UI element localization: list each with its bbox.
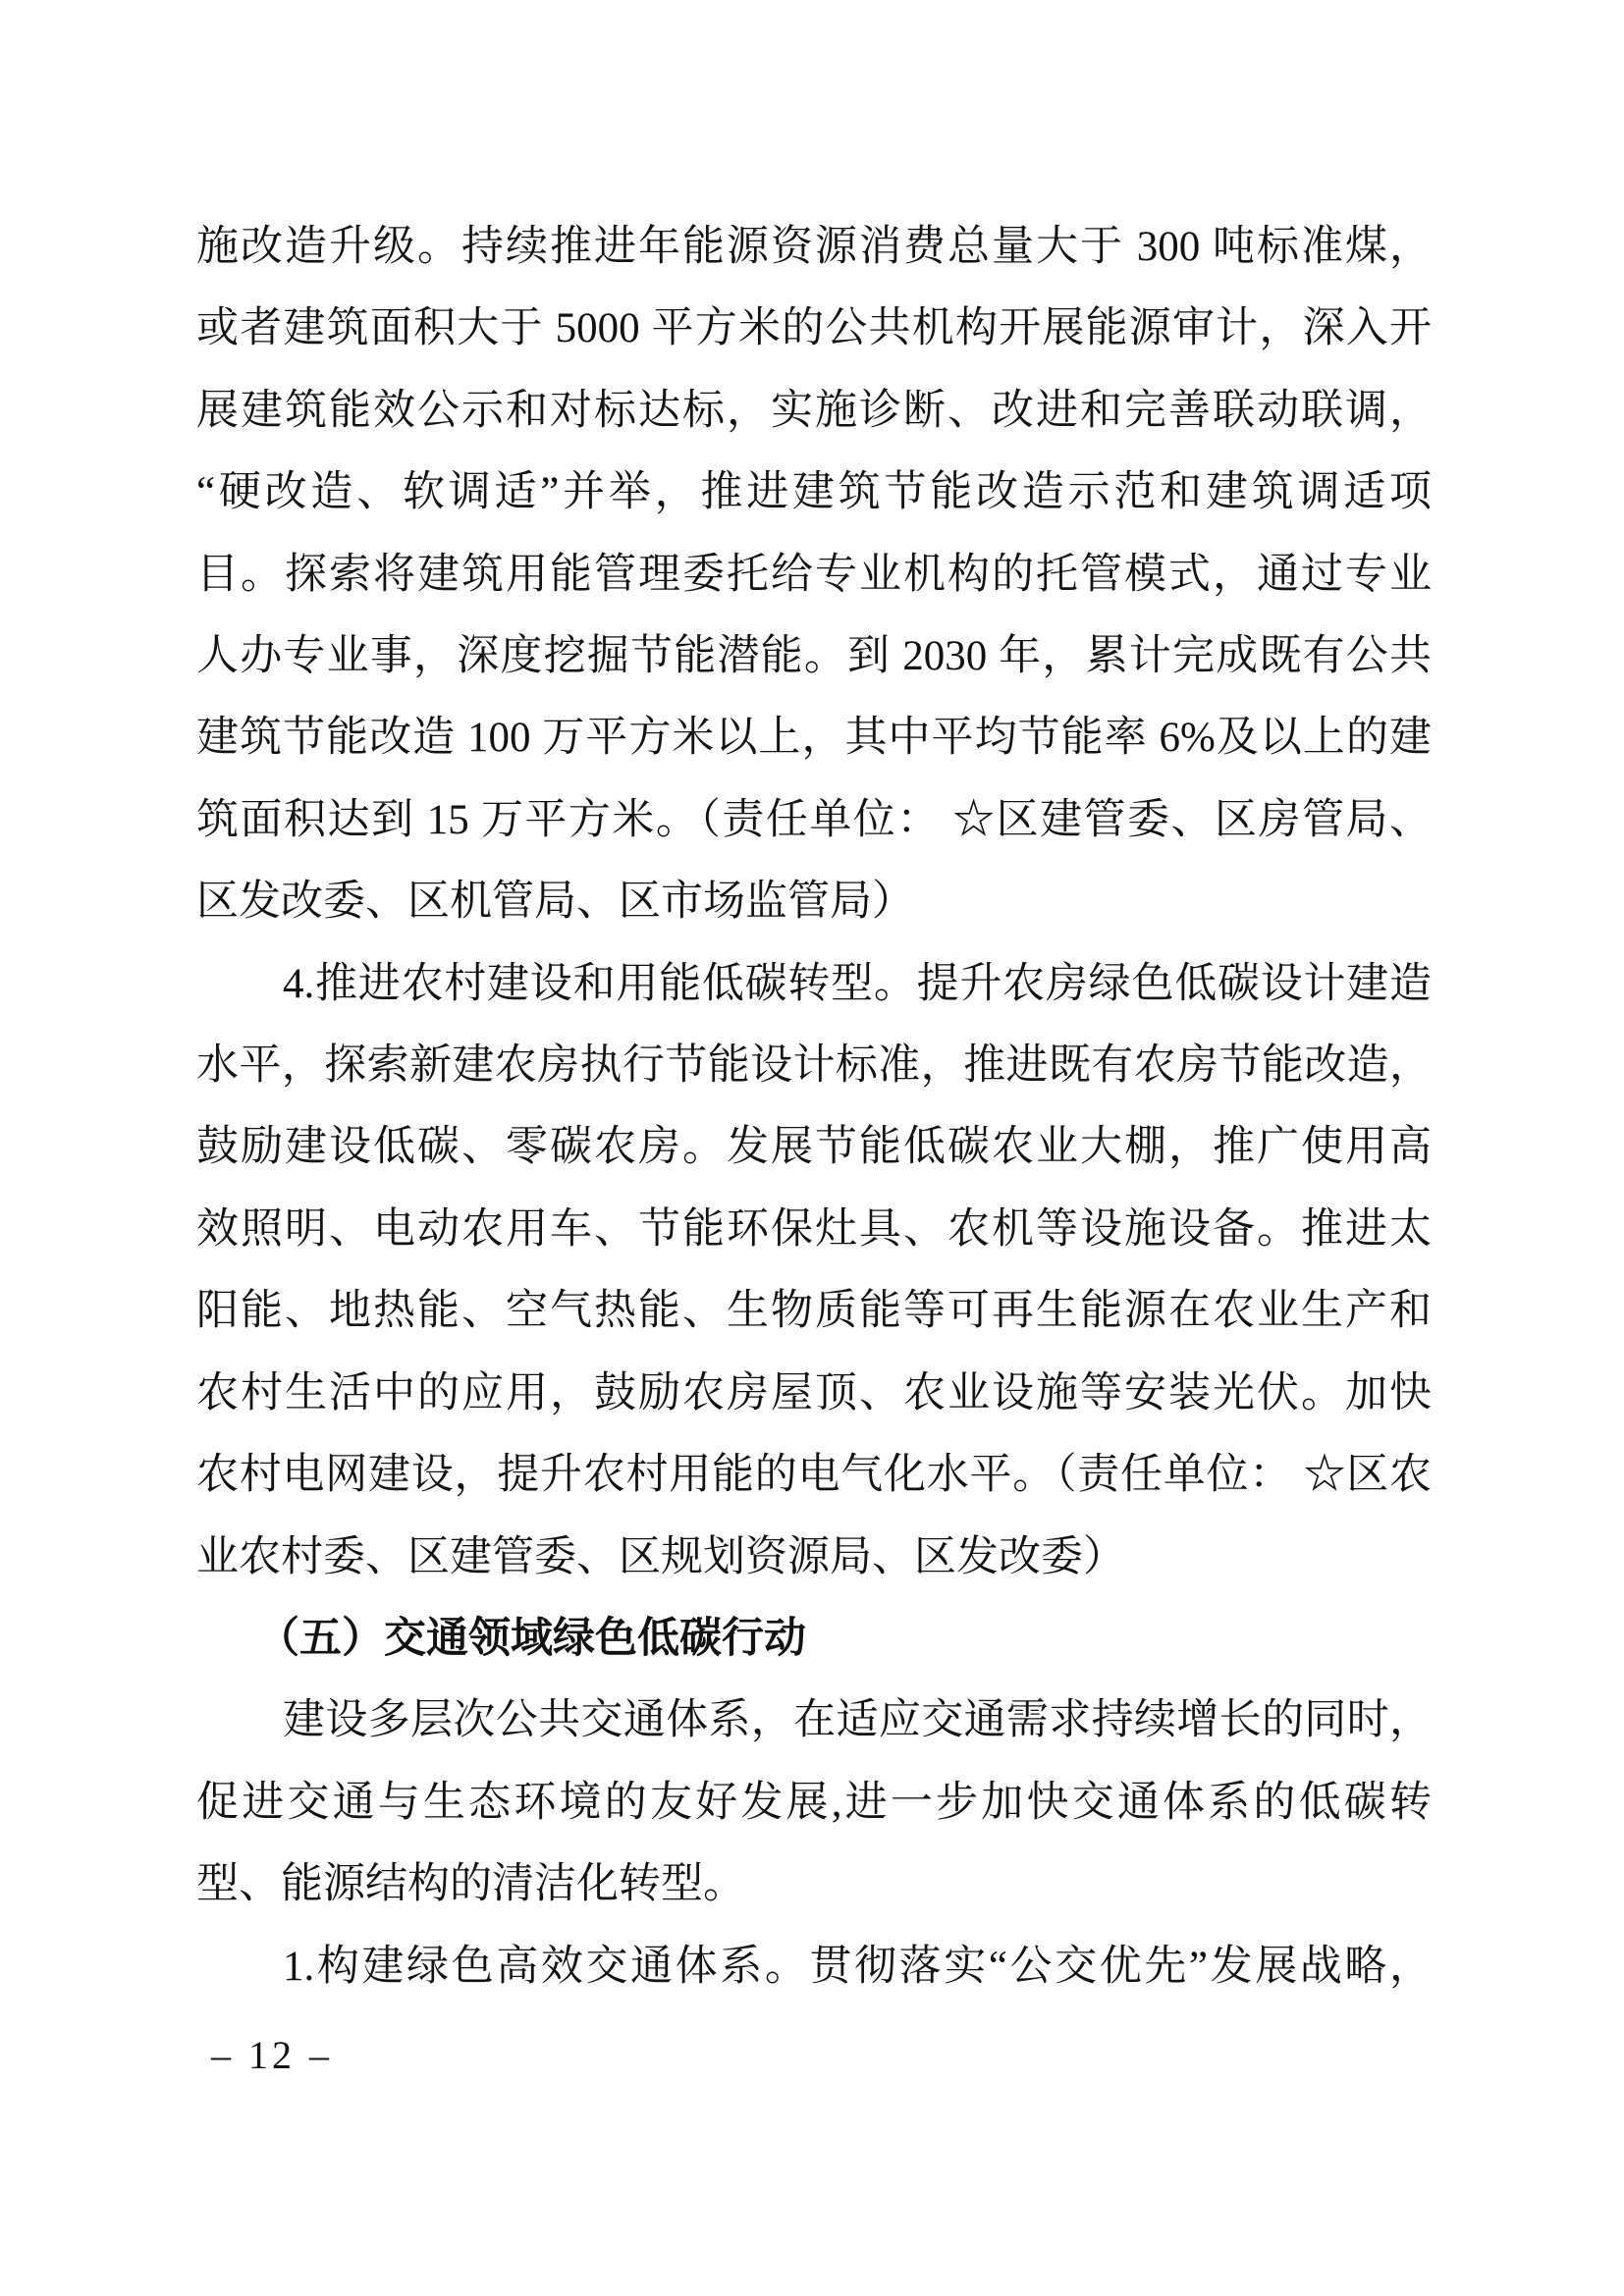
paragraph-public-building-retrofit [196,206,1432,943]
paragraph-rural-low-carbon [196,943,1432,1598]
text-line: 效照明、电动农用车、节能环保灶具、农机等设施设备。推进太 [196,1205,1432,1253]
text-line: 展建筑能效公示和对标达标，实施诊断、改进和完善联动联调， [196,387,1432,434]
text-line: 目。探索将建筑用能管理委托给专业机构的托管模式，通过专业 [196,551,1432,598]
text-line: 鼓励建设低碳、零碳农房。发展节能低碳农业大棚，推广使用高 [196,1124,1432,1171]
text-line: 建设多层次公共交通体系，在适应交通需求持续增长的同时， [283,1697,1432,1744]
text-line-responsible-units: 区发改委、区机管局、区市场监管局） [196,879,914,926]
text-line: 4.推进农村建设和用能低碳转型。提升农房绿色低碳设计建造 [283,960,1432,1007]
section-heading-transport [196,1598,1432,1680]
text-line: 1.构建绿色高效交通体系。贯彻落实“公交优先”发展战略， [283,1943,1432,1990]
text-line: 阳能、地热能、空气热能、生物质能等可再生能源在农业生产和 [196,1288,1432,1335]
text-line: 施改造升级。持续推进年能源资源消费总量大于 300 吨标准煤， [196,224,1432,270]
document-body [196,206,1432,2007]
text-line: 农村生活中的应用，鼓励农房屋顶、农业设施等安装光伏。加快 [196,1369,1432,1416]
text-line-responsible-units: 业农村委、区建管委、区规划资源局、区发改委） [196,1533,1125,1580]
text-line: 促进交通与生态环境的友好发展,进一步加快交通体系的低碳转 [196,1779,1432,1826]
text-line: 建筑节能改造 100 万平方米以上，其中平均节能率 6%及以上的建 [196,715,1432,762]
page-number: – 12 – [211,2033,333,2077]
text-line-responsible-units: 农村电网建设，提升农村用能的电气化水平。（责任单位： ☆区农 [196,1452,1432,1499]
text-line: 水平，探索新建农房执行节能设计标准，推进既有农房节能改造， [196,1042,1432,1090]
text-line: 型、能源结构的清洁化转型。 [196,1861,745,1908]
text-line: “硬改造、软调适”并举，推进建筑节能改造示范和建筑调适项 [196,469,1432,516]
text-line-responsible-units: 筑面积达到 15 万平方米。（责任单位： ☆区建管委、区房管局、 [196,796,1432,843]
page-footer [211,2034,333,2077]
paragraph-transport-intro [196,1680,1432,1925]
paragraph-green-transport-item [196,1926,1432,2007]
text-line: 人办专业事，深度挖掘节能潜能。到 2030 年，累计完成既有公共 [196,633,1432,680]
section-heading-text: （五）交通领域绿色低碳行动 [257,1615,806,1662]
text-line: 或者建筑面积大于 5000 平方米的公共机构开展能源审计，深入开 [196,305,1432,352]
